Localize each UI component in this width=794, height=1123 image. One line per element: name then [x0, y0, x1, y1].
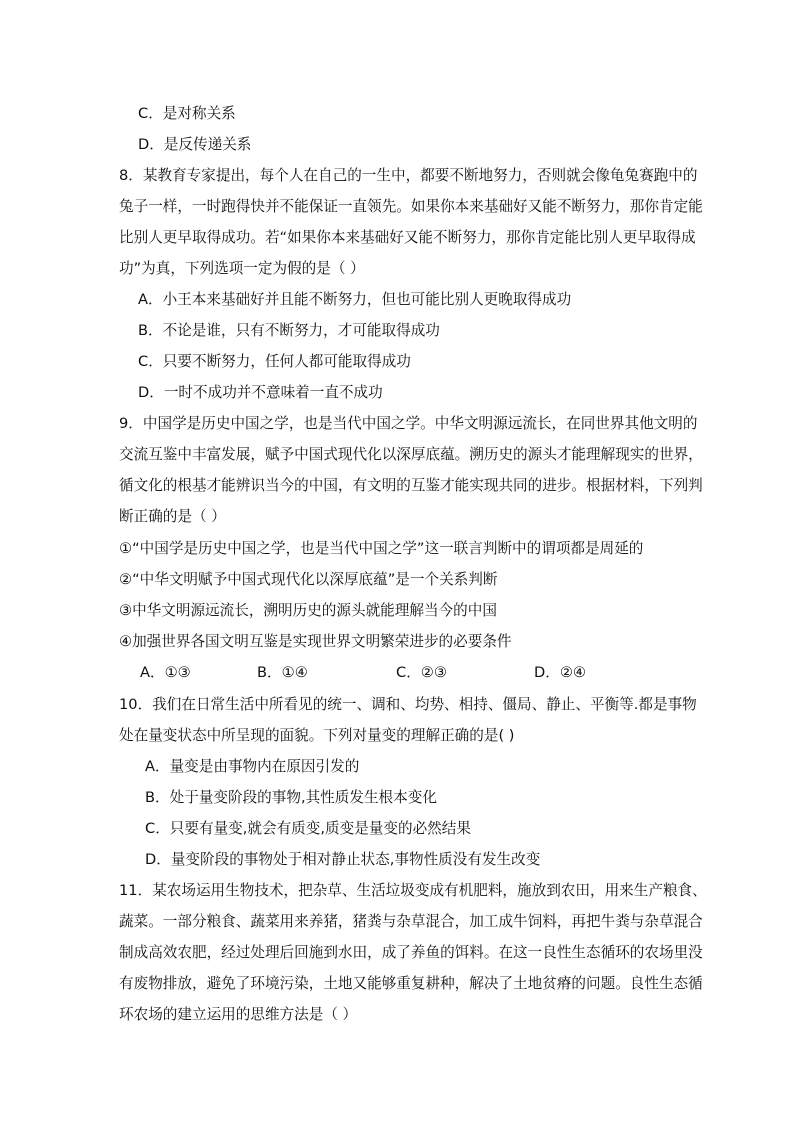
q8-option-a: A．小王本来基础好并且能不断努力，但也可能比别人更晚取得成功 [138, 291, 572, 308]
q10-option-a: A．量变是由事物内在原因引发的 [145, 758, 360, 775]
q11-stem-line-2: 蔬菜。一部分粮食、蔬菜用来养猪，猪粪与杂草混合，加工成牛饲料，再把牛粪与杂草混合 [119, 913, 703, 930]
q11-stem-line-1: 11．某农场运用生物技术，把杂草、生活垃圾变成有机肥料，施放到农田，用来生产粮食、 [119, 882, 707, 899]
q8-option-b: B．不论是谁，只有不断努力，才可能取得成功 [138, 322, 440, 339]
q10-stem-line-1: 10．我们在日常生活中所看见的统一、调和、均势、相持、僵局、静止、平衡等.都是事物 [119, 696, 697, 713]
q11-stem-line-5: 环农场的建立运用的思维方法是（ ） [119, 1006, 358, 1023]
q9-statement-1: ①“中国学是历史中国之学，也是当代中国之学”这一联言判断中的谓项都是周延的 [119, 540, 644, 557]
q7-option-c: C．是对称关系 [138, 105, 236, 122]
q9-stem-line-2: 交流互鉴中丰富发展，赋予中国式现代化以深厚底蕴。溯历史的源头才能理解现实的世界， [119, 446, 703, 463]
q10-option-b: B．处于量变阶段的事物,其性质发生根本变化 [145, 789, 437, 806]
q8-stem-line-1: 8．某教育专家提出，每个人在自己的一生中，都要不断地努力，否则就会像龟兔赛跑中的 [119, 167, 698, 184]
q8-stem-line-2: 兔子一样，一时跑得快并不能保证一直领先。如果你本来基础好又能不断努力，那你肯定能 [119, 198, 703, 215]
q11-stem-line-4: 有废物排放，避免了环境污染，土地又能够重复耕种，解决了土地贫瘠的问题。良性生态循 [119, 975, 703, 992]
q9-statement-4: ④加强世界各国文明互鉴是实现世界文明繁荣进步的必要条件 [119, 633, 512, 650]
q9-stem-line-4: 断正确的是（ ） [119, 508, 226, 525]
q10-stem-line-2: 处在量变状态中所呈现的面貌。下列对量变的理解正确的是( ) [119, 727, 515, 744]
q9-option-c: C．②③ [396, 664, 447, 681]
q9-option-d: D．②④ [534, 664, 586, 681]
q9-option-a: A．①③ [140, 664, 191, 681]
q8-stem-line-4: 功”为真，下列选项一定为假的是（ ） [119, 260, 365, 277]
q11-stem-line-3: 制成高效农肥，经过处理后回施到水田，成了养鱼的饵料。在这一良性生态循环的农场里没 [119, 944, 703, 961]
q7-option-d: D．是反传递关系 [138, 136, 252, 153]
q9-statement-3: ③中华文明源远流长，溯明历史的源头就能理解当今的中国 [119, 602, 497, 619]
q9-stem-line-3: 循文化的根基才能辨识当今的中国，有文明的互鉴才能实现共同的进步。根据材料，下列判 [119, 477, 703, 494]
q8-stem-line-3: 比别人更早取得成功。若“如果你本来基础好又能不断努力，那你肯定能比别人更早取得成 [119, 229, 696, 246]
q9-statement-2: ②“中华文明赋予中国式现代化以深厚底蕴”是一个关系判断 [119, 571, 498, 588]
q8-option-d: D．一时不成功并不意味着一直不成功 [138, 384, 383, 401]
q9-stem-line-1: 9．中国学是历史中国之学，也是当代中国之学。中华文明源远流长，在同世界其他文明的 [119, 415, 698, 432]
q8-option-c: C．只要不断努力，任何人都可能取得成功 [138, 353, 411, 370]
q9-option-b: B．①④ [257, 664, 308, 681]
q10-option-c: C．只要有量变,就会有质变,质变是量变的必然结果 [145, 820, 471, 837]
q10-option-d: D．量变阶段的事物处于相对静止状态,事物性质没有发生改变 [145, 851, 541, 868]
